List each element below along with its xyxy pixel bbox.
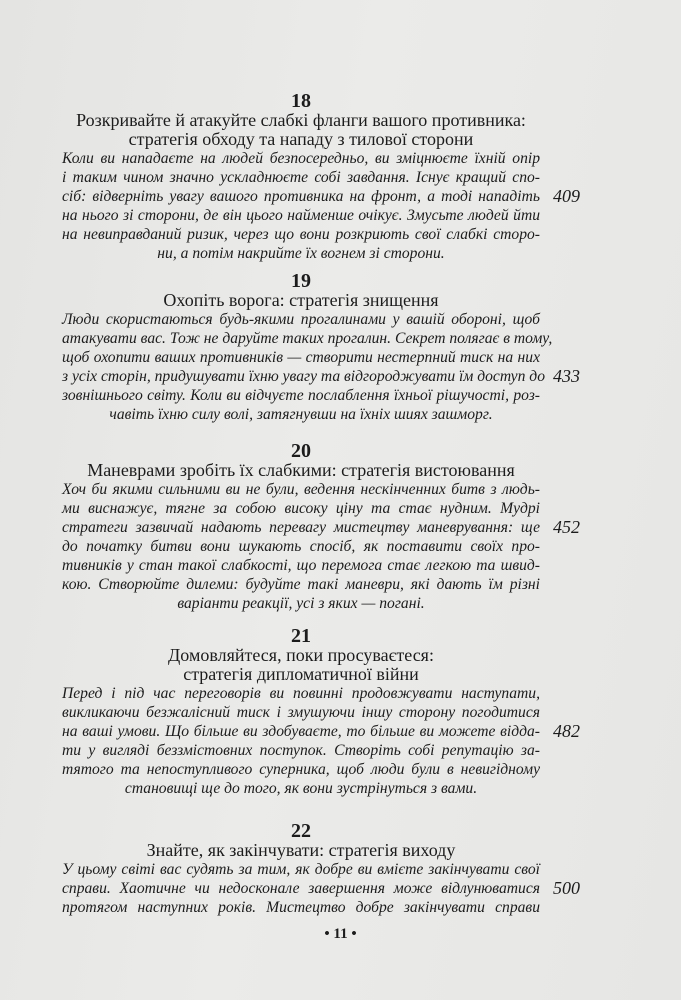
chapter-description-line: справи. Хаотичне чи недосконале завершення може відлунюватися bbox=[62, 880, 540, 897]
chapter-number: 18 bbox=[291, 90, 311, 112]
chapter-description-line: тивників у стан такої слабкості, що перемога стає легкою та швид- bbox=[62, 557, 540, 574]
chapter-page-number: 409 bbox=[553, 186, 580, 206]
toc-entry-21 bbox=[62, 625, 580, 798]
chapter-description-line: на ваші умови. Що більше ви здобуваєте, то більше ви можете відда- bbox=[62, 723, 540, 740]
page-footer-number: • 11 • bbox=[324, 926, 357, 942]
chapter-page-number: 452 bbox=[553, 517, 580, 537]
toc-entry-19 bbox=[62, 270, 580, 424]
chapter-page-number: 433 bbox=[553, 366, 580, 386]
chapter-title-line: Знайте, як закінчувати: стратегія виходу bbox=[146, 840, 456, 860]
chapter-description-line: і таким чином значно ускладнюєте собі завдання. Існує кращий спо- bbox=[62, 169, 540, 186]
chapter-title-line: стратегія обходу та нападу з тилової сторони bbox=[128, 129, 474, 149]
chapter-page-number: 482 bbox=[553, 721, 580, 741]
chapter-description-line: Коли ви нападаєте на людей безпосередньо, ви зміцнюєте їхній опір bbox=[62, 150, 540, 167]
chapter-description-line: зовнішнього світу. Коли ви відчуєте послаблення їхньої рішучості, роз- bbox=[62, 387, 540, 404]
chapter-description-line: Хоч би якими сильними ви не були, ведення нескінченних битв з людь- bbox=[62, 481, 540, 498]
chapter-description-line: ти у вигляді беззмістовних поступок. Створіть собі репутацію за- bbox=[62, 742, 540, 759]
chapter-description-line: Люди скористаються будь-якими прогалинами у вашій обороні, щоб bbox=[62, 311, 540, 328]
chapter-description-line: стратеги зазвичай надають перевагу мистецтву маневрування: ще bbox=[62, 519, 540, 536]
chapter-description-line: чавіть їхню силу волі, затягнувши на їхніх шиях зашморг. bbox=[109, 406, 493, 423]
chapter-description-line: варіанти реакції, усі з яких — погані. bbox=[177, 595, 425, 612]
chapter-description-line: тятого та непоступливого суперника, щоб люди були в невигідному bbox=[62, 761, 540, 778]
chapter-title-line: Маневрами зробіть їх слабкими: стратегія вистоювання bbox=[87, 460, 515, 480]
chapter-description-line: до початку битви вони шукають спосіб, як поставити своїх про- bbox=[62, 538, 540, 555]
toc-entry-18 bbox=[62, 90, 580, 263]
chapter-description-line: протягом наступних років. Мистецтво добре закінчувати справи bbox=[62, 899, 540, 916]
toc-entry-20 bbox=[62, 440, 580, 613]
chapter-description-line: становищі ще до того, як вони зустрінуться з вами. bbox=[124, 780, 478, 797]
chapter-description-line: У цьому світі вас судять за тим, як добре ви вмієте закінчувати свої bbox=[62, 861, 540, 878]
chapter-page-number: 500 bbox=[553, 878, 580, 898]
chapter-title-line: Розкривайте й атакуйте слабкі фланги вашого противника: bbox=[76, 110, 526, 130]
chapter-description-line: з усіх сторін, придушувати їхню увагу та відгороджувати їм доступ до bbox=[62, 368, 545, 385]
chapter-description-line: щоб охопити ваших противників — створити нестерпний тиск на них bbox=[62, 349, 540, 366]
chapter-number: 22 bbox=[291, 820, 311, 842]
chapter-description-line: викликаючи безжалісний тиск і змушуючи іншу сторону погодитися bbox=[62, 704, 540, 721]
chapter-description-line: на нього зі сторони, де він цього найменше очікує. Змусьте людей йти bbox=[62, 207, 540, 224]
chapter-title-line: Домовляйтеся, поки просуваєтеся: bbox=[168, 645, 434, 665]
chapter-number: 19 bbox=[291, 270, 311, 292]
chapter-description-line: ми виснажує, тягне за собою високу ціну та стає нудним. Мудрі bbox=[62, 500, 540, 517]
chapter-title-line: Охопіть ворога: стратегія знищення bbox=[163, 290, 439, 310]
chapter-description-line: ни, а потім накрийте їх вогнем зі сторони. bbox=[157, 245, 445, 262]
chapter-number: 20 bbox=[291, 440, 311, 462]
chapter-number: 21 bbox=[291, 625, 311, 647]
chapter-title-line: стратегія дипломатичної війни bbox=[183, 664, 419, 684]
chapter-description-line: атакувати вас. Тож не даруйте таких прогалин. Секрет полягає в тому, bbox=[62, 330, 553, 347]
chapter-description-line: сіб: відверніть увагу вашого противника на фронт, а тоді нападіть bbox=[62, 188, 540, 205]
chapter-description-line: на невиправданий ризик, через що вони розкриють свої слабкі сторо- bbox=[62, 226, 540, 243]
chapter-description-line: кою. Створюйте дилеми: будуйте такі маневри, які дають їм різні bbox=[62, 576, 540, 593]
toc-entry-22 bbox=[62, 820, 580, 917]
chapter-description-line: Перед і під час переговорів ви повинні продовжувати наступати, bbox=[62, 685, 540, 702]
